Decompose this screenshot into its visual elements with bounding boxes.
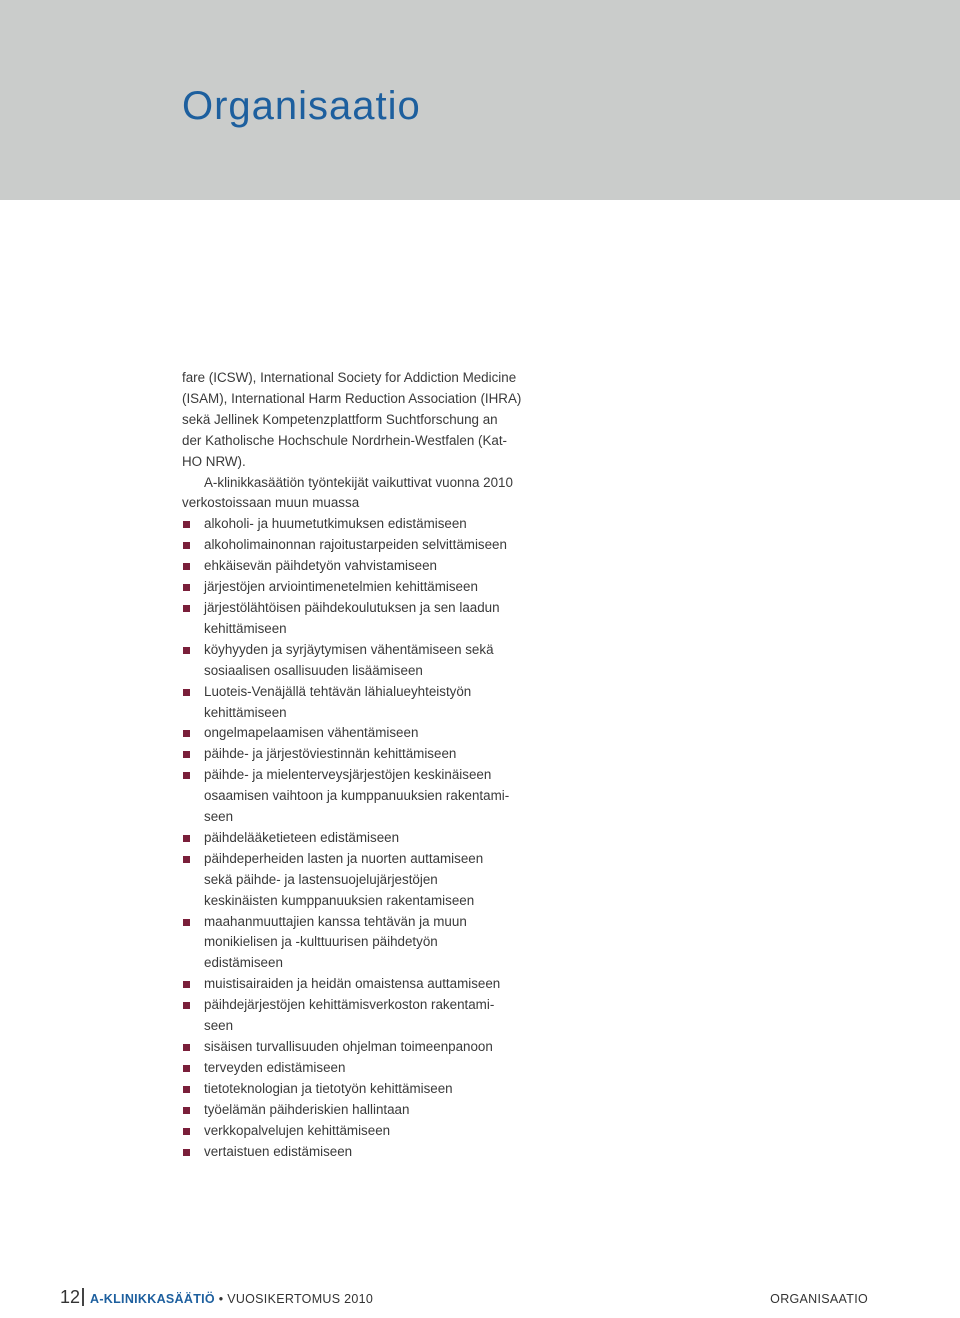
square-bullet-icon xyxy=(183,835,190,842)
intro-line: fare (ICSW), International Society for Addiction Medicine xyxy=(182,370,517,385)
bullet-item xyxy=(182,995,522,1037)
square-bullet-icon xyxy=(183,1128,190,1135)
bullet-item xyxy=(182,1037,522,1058)
square-bullet-icon xyxy=(183,1065,190,1072)
bullet-text: päihdelääketieteen edistämiseen xyxy=(204,829,400,845)
square-bullet-icon xyxy=(183,1044,190,1051)
bullet-item xyxy=(182,1121,522,1142)
page-title: Organisaatio xyxy=(182,84,421,128)
bullet-item xyxy=(182,640,522,682)
bullet-item xyxy=(182,577,522,598)
footer xyxy=(0,1278,960,1318)
bullet-text: Luoteis-Venäjällä tehtävän lähialueyhteistyön kehittämiseen xyxy=(204,683,472,720)
bullet-item xyxy=(182,912,522,975)
lead-line: verkostoissaan muun muassa xyxy=(182,495,360,511)
intro-line: HO NRW). xyxy=(182,453,246,469)
square-bullet-icon xyxy=(183,1149,190,1156)
bullet-text: muistisairaiden ja heidän omaistensa auttamiseen xyxy=(204,976,501,992)
bullet-item xyxy=(182,828,522,849)
bullet-list xyxy=(182,514,522,1162)
square-bullet-icon xyxy=(183,647,190,654)
bullet-item xyxy=(182,514,522,535)
bullet-text: köyhyyden ja syrjäytymisen vähentämiseen sekä sosiaalisen osallisuuden lisäämiseen xyxy=(204,641,494,678)
lead-paragraph xyxy=(182,473,522,515)
bullet-text: järjestöjen arviointimenetelmien kehittämiseen xyxy=(204,579,478,595)
bullet-text: alkoholi- ja huumetutkimuksen edistämiseen xyxy=(204,516,467,532)
bullet-text: ehkäisevän päihdetyön vahvistamiseen xyxy=(204,558,437,574)
square-bullet-icon xyxy=(183,1107,190,1114)
square-bullet-icon xyxy=(183,521,190,528)
square-bullet-icon xyxy=(183,605,190,612)
footer-publication xyxy=(90,1291,373,1307)
bullet-text: päihde- ja mielenterveysjärjestöjen keskinäiseen osaamisen vaihtoon ja kumppanuuksien rakentami- seen xyxy=(204,767,510,825)
bullet-item xyxy=(182,535,522,556)
square-bullet-icon xyxy=(183,542,190,549)
intro-line: der Katholische Hochschule Nordrhein-Westfalen (Kat- xyxy=(182,432,508,448)
bullet-item xyxy=(182,849,522,912)
bullet-item xyxy=(182,598,522,640)
footer-bullet-dot: • xyxy=(218,1292,224,1306)
footer-section: ORGANISAATIO xyxy=(770,1292,868,1306)
bullet-text: päihdejärjestöjen kehittämisverkoston rakentami- seen xyxy=(204,997,495,1034)
intro-paragraph xyxy=(182,368,522,473)
bullet-item xyxy=(182,556,522,577)
bullet-text: sisäisen turvallisuuden ohjelman toimeenpanoon xyxy=(204,1039,493,1054)
square-bullet-icon xyxy=(183,689,190,696)
square-bullet-icon xyxy=(183,919,190,926)
bullet-text: verkkopalvelujen kehittämiseen xyxy=(204,1122,391,1138)
bullet-text: työelämän päihderiskien hallintaan xyxy=(204,1101,410,1117)
bullet-text: tietoteknologian ja tietotyön kehittämiseen xyxy=(204,1080,453,1096)
bullet-item xyxy=(182,974,522,995)
square-bullet-icon xyxy=(183,981,190,988)
footer-separator xyxy=(82,1288,84,1306)
footer-report-title: VUOSIKERTOMUS 2010 xyxy=(227,1292,374,1306)
square-bullet-icon xyxy=(183,1086,190,1093)
square-bullet-icon xyxy=(183,584,190,591)
bullet-text: terveyden edistämiseen xyxy=(204,1059,346,1075)
body-text xyxy=(182,368,522,1162)
square-bullet-icon xyxy=(183,563,190,570)
bullet-item xyxy=(182,1058,522,1079)
bullet-item xyxy=(182,723,522,744)
bullet-item xyxy=(182,744,522,765)
bullet-text: ongelmapelaamisen vähentämiseen xyxy=(204,725,419,741)
header-band xyxy=(0,0,960,200)
bullet-text: päihde- ja järjestöviestinnän kehittämiseen xyxy=(204,746,457,762)
bullet-text: maahanmuuttajien kanssa tehtävän ja muun monikielisen ja -kulttuurisen päihdetyön edistämiseen xyxy=(204,913,467,971)
bullet-text: alkoholimainonnan rajoitustarpeiden selvittämiseen xyxy=(204,537,507,553)
bullet-item xyxy=(182,1079,522,1100)
footer-organization: A-KLINIKKASÄÄTIÖ xyxy=(90,1292,215,1306)
square-bullet-icon xyxy=(183,856,190,863)
bullet-text: päihdeperheiden lasten ja nuorten auttamiseen sekä päihde- ja lastensuojelujärjestöjen keskinäisten kumppanuuksien rakentamiseen xyxy=(204,850,484,908)
square-bullet-icon xyxy=(183,772,190,779)
bullet-item xyxy=(182,765,522,828)
bullet-item xyxy=(182,1142,522,1163)
square-bullet-icon xyxy=(183,730,190,737)
square-bullet-icon xyxy=(183,751,190,758)
lead-line: A-klinikkasäätiön työntekijät vaikuttivat vuonna 2010 xyxy=(204,474,513,490)
page-number: 12 xyxy=(60,1287,81,1307)
square-bullet-icon xyxy=(183,1002,190,1009)
bullet-text: vertaistuen edistämiseen xyxy=(204,1143,353,1159)
bullet-text: järjestölähtöisen päihdekoulutuksen ja sen laadun kehittämiseen xyxy=(204,599,500,636)
intro-line: (ISAM), International Harm Reduction Association (IHRA) xyxy=(182,390,522,406)
bullet-item xyxy=(182,682,522,724)
bullet-item xyxy=(182,1100,522,1121)
intro-line: sekä Jellinek Kompetenzplattform Suchtforschung an xyxy=(182,411,498,427)
